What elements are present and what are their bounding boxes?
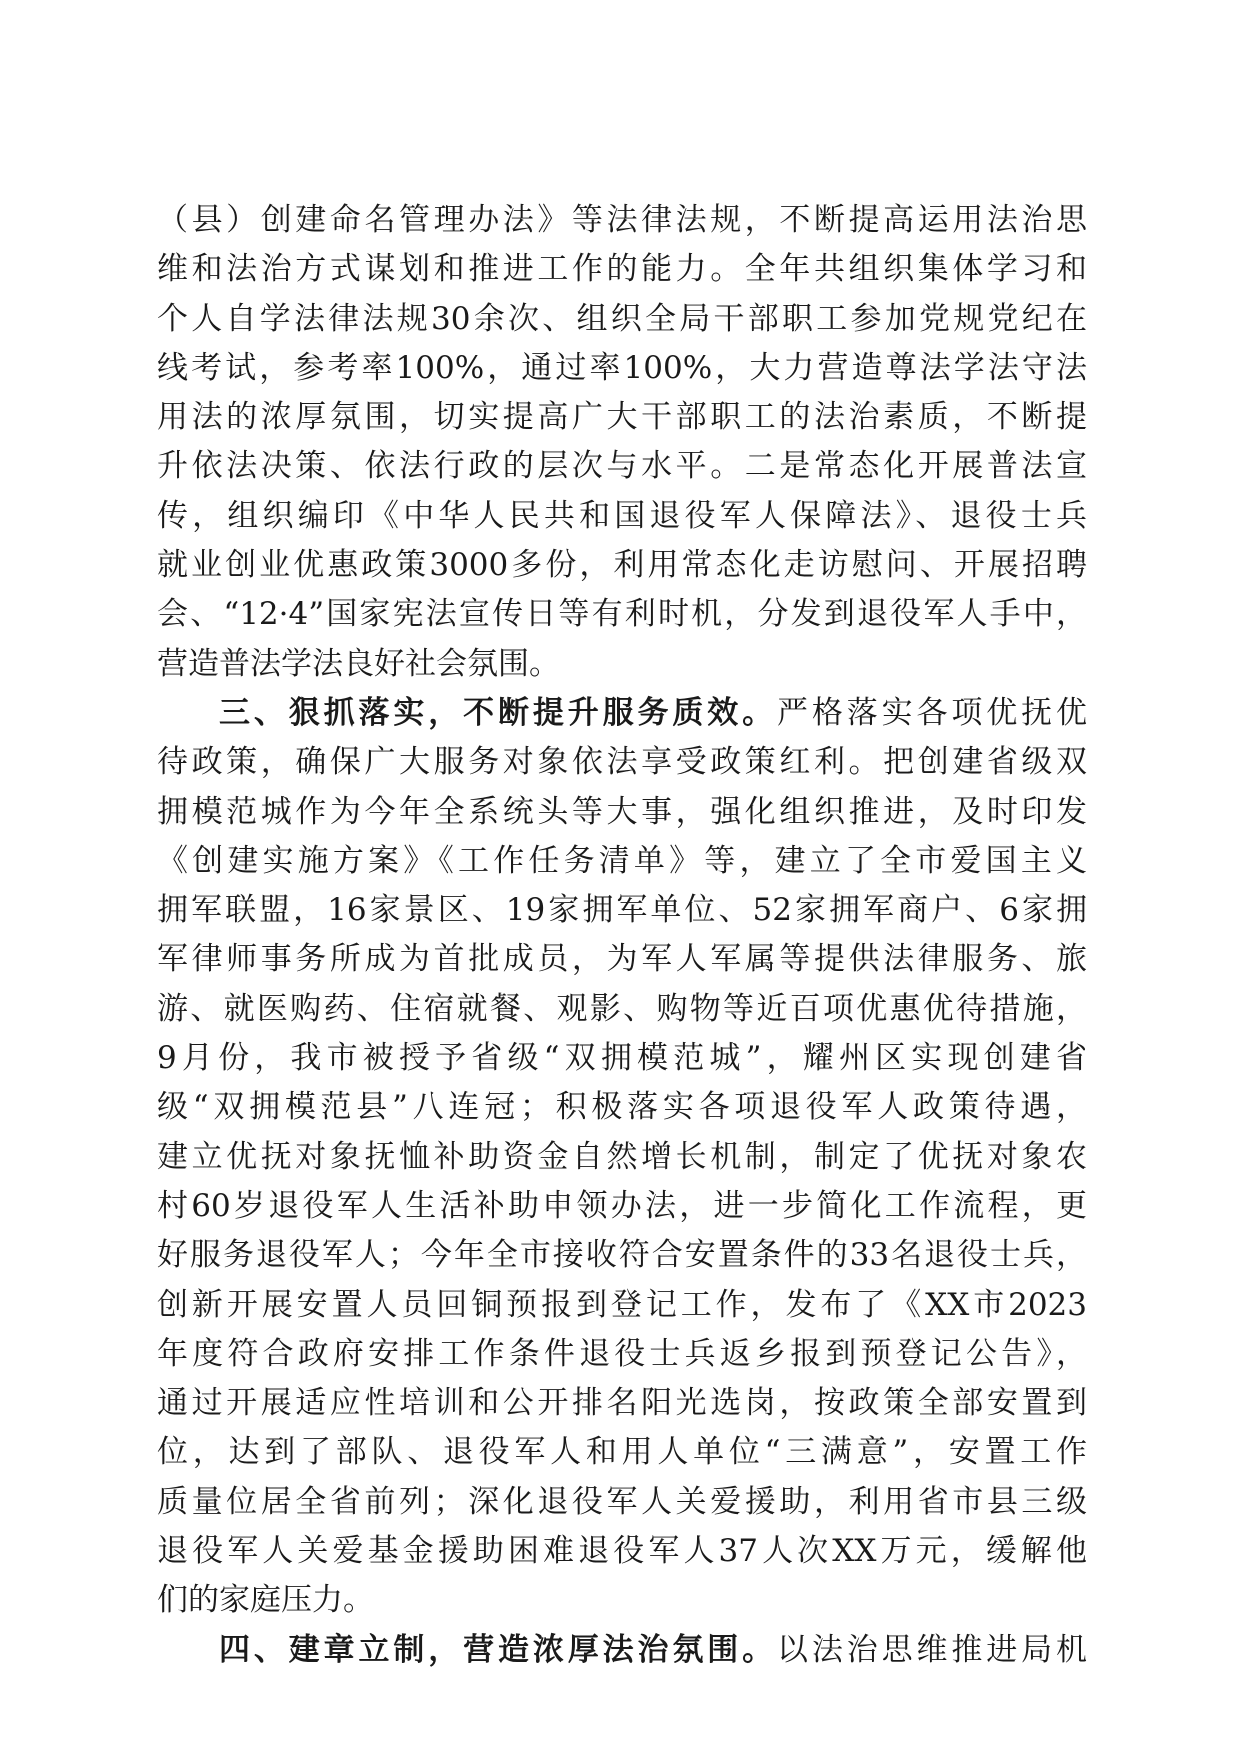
line-text: 9月份，我市被授予省级“双拥模范城”，耀州区实现创建省 [157,1040,1087,1077]
body-text-line [157,985,1087,1034]
line-text: 拥军联盟，16家景区、19家拥军单位、52家拥军商户、6家拥 [157,892,1087,929]
line-text: 个人自学法律法规30余次、组织全局干部职工参加党规党纪在 [157,300,1087,337]
section-heading-line [157,689,1087,738]
line-text: 村60岁退役军人生活补助申领办法，进一步简化工作流程，更 [157,1187,1087,1224]
line-text: 拥模范城作为今年全系统头等大事，强化组织推进，及时印发 [157,793,1087,830]
line-text: 退役军人关爱基金援助困难退役军人37人次XX万元，缓解他 [157,1533,1087,1570]
line-text: 会、“12·4”国家宪法宣传日等有利时机，分发到退役军人手中， [157,596,1087,633]
body-text-line [157,344,1087,393]
body-text-line [157,1576,1087,1625]
body-text-line [157,837,1087,886]
line-text: 营造普法学法良好社会氛围。 [157,645,560,682]
line-text: 《创建实施方案》《工作任务清单》等，建立了全市爱国主义 [157,842,1087,879]
body-text-line [157,1527,1087,1576]
section-heading: 三、狠抓落实，不断提升服务质效。 [219,694,777,731]
line-text: 维和法治方式谋划和推进工作的能力。全年共组织集体学习和 [157,251,1087,288]
body-text-line [157,295,1087,344]
body-text-line [157,738,1087,787]
line-text: 军律师事务所成为首批成员，为军人军属等提供法律服务、旅 [157,941,1087,978]
line-text: 传，组织编印《中华人民共和国退役军人保障法》、退役士兵 [157,497,1087,534]
body-text-line [157,1231,1087,1280]
body-text-line [157,393,1087,442]
line-text: 待政策，确保广大服务对象依法享受政策红利。把创建省级双 [157,744,1087,781]
body-text-line [157,1428,1087,1477]
section-heading: 四、建章立制，营造浓厚法治氛围。 [219,1631,777,1668]
body-text-line [157,196,1087,245]
line-text: 好服务退役军人；今年全市接收符合安置条件的33名退役士兵， [157,1237,1087,1274]
body-text-line [157,442,1087,491]
document-body [157,196,1087,1675]
line-text: 位，达到了部队、退役军人和用人单位“三满意”，安置工作 [157,1434,1087,1471]
line-text: 线考试，参考率100%，通过率100%，大力营造尊法学法守法 [157,349,1087,386]
line-text: 质量位居全省前列；深化退役军人关爱援助，利用省市县三级 [157,1483,1087,1520]
line-text: 游、就医购药、住宿就餐、观影、购物等近百项优惠优待措施， [157,990,1087,1027]
line-text: 就业创业优惠政策3000多份，利用常态化走访慰问、开展招聘 [157,547,1087,584]
body-text-line [157,1034,1087,1083]
line-text: 建立优抚对象抚恤补助资金自然增长机制，制定了优抚对象农 [157,1138,1087,1175]
body-text-line [157,1281,1087,1330]
body-text-line [157,640,1087,689]
body-text-line [157,1379,1087,1428]
body-text-line [157,935,1087,984]
body-text-line [157,1083,1087,1132]
body-text-line [157,492,1087,541]
line-text: 通过开展适应性培训和公开排名阳光选岗，按政策全部安置到 [157,1385,1087,1422]
line-text: 们的家庭压力。 [157,1582,374,1619]
line-text: 级“双拥模范县”八连冠；积极落实各项退役军人政策待遇， [157,1089,1087,1126]
line-text: （县）创建命名管理办法》等法律法规，不断提高运用法治思 [157,202,1087,238]
line-text: 升依法决策、依法行政的层次与水平。二是常态化开展普法宣 [157,448,1087,485]
body-text-line [157,245,1087,294]
line-text: 年度符合政府安排工作条件退役士兵返乡报到预登记公告》， [157,1335,1087,1372]
line-text: 以法治思维推进局机 [777,1631,1087,1668]
line-text: 用法的浓厚氛围，切实提高广大干部职工的法治素质，不断提 [157,399,1087,436]
body-text-line [157,1478,1087,1527]
body-text-line [157,1182,1087,1231]
section-heading-line [157,1626,1087,1675]
line-text: 严格落实各项优抚优 [777,694,1087,731]
body-text-line [157,541,1087,590]
body-text-line [157,886,1087,935]
line-text: 创新开展安置人员回铜预报到登记工作，发布了《XX市2023 [157,1286,1087,1323]
body-text-line [157,1330,1087,1379]
body-text-line [157,1133,1087,1182]
body-text-line [157,590,1087,639]
body-text-line [157,788,1087,837]
